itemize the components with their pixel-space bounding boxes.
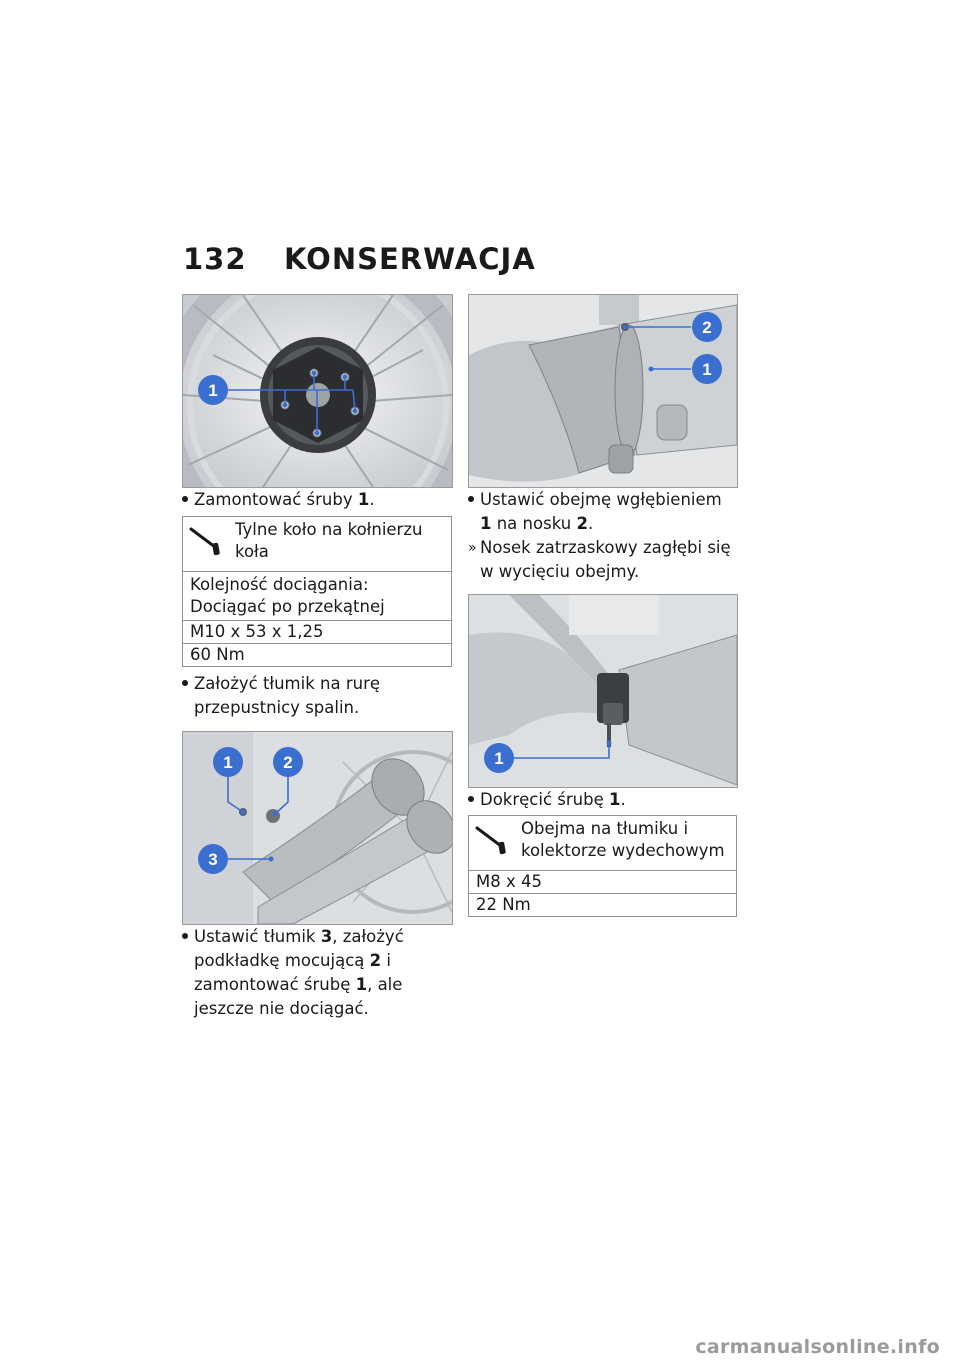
- right-result-1: [468, 536, 736, 584]
- step-text: Zamontować śruby: [194, 490, 358, 509]
- callout-1-label: 1: [208, 381, 218, 400]
- bullet-icon: [468, 488, 480, 512]
- clamp-bolt-photo: [468, 594, 738, 788]
- step-text: , ale jeszcze nie dociągać.: [194, 975, 403, 1018]
- step-ref: 2: [369, 951, 382, 970]
- step-text: Założyć tłumik na rurę przepustnicy spalin.: [194, 674, 381, 717]
- left-step-1: [182, 488, 452, 512]
- bullet-icon: [182, 925, 194, 949]
- step-text: i zamontować śrubę: [194, 951, 391, 994]
- bullet-icon: [468, 788, 480, 812]
- page-number: 132: [183, 242, 247, 276]
- step-text: , założyć podkładkę mocującą: [194, 927, 404, 970]
- torque-wrench-icon: [475, 824, 513, 858]
- callout-1-label: 1: [223, 753, 233, 772]
- page-title: KONSERWACJA: [284, 242, 536, 276]
- watermark: carmanualsonline.info: [695, 1336, 940, 1358]
- table-heading: [183, 517, 451, 571]
- callout-1-label: 1: [494, 749, 504, 768]
- table-row: 60 Nm: [183, 643, 451, 666]
- callout-3-label: 3: [208, 850, 218, 869]
- left-step-3: [182, 925, 447, 1021]
- table-row: M8 x 45: [469, 870, 736, 893]
- step-ref: 1: [480, 514, 492, 533]
- right-step-1: [468, 488, 736, 536]
- step-text: na nosku: [491, 514, 577, 533]
- result-text: Nosek zatrzaskowy zagłębi się w wycięciu obejmy.: [480, 538, 731, 581]
- step-end: .: [620, 790, 626, 809]
- muffler-mounting-photo: [182, 731, 453, 925]
- torque-table-clamp: [468, 815, 737, 917]
- table-heading-text: Tylne koło na kołnierzu koła: [235, 520, 423, 561]
- result-arrow-icon: »: [468, 540, 477, 556]
- step-end: .: [587, 514, 594, 533]
- table-row: 22 Nm: [469, 893, 736, 916]
- callout-1-label: 1: [702, 360, 712, 379]
- step-ref: 1: [608, 790, 621, 809]
- step-ref: 2: [576, 514, 588, 533]
- table-row: Kolejność dociągania: Dociągać po przekątnej: [183, 571, 451, 620]
- bullet-icon: [182, 672, 194, 696]
- table-heading: [469, 816, 736, 870]
- step-text: Ustawić obejmę wgłębieniem: [480, 490, 722, 509]
- table-row: M10 x 53 x 1,25: [183, 620, 451, 643]
- callout-2-label: 2: [702, 318, 712, 337]
- step-text: Dokręcić śrubę: [480, 790, 609, 809]
- table-heading-text: Obejma na tłumiku i kolektorze wydechowym: [521, 819, 725, 860]
- step-text: Ustawić tłumik: [194, 927, 321, 946]
- left-step-2: [182, 672, 447, 720]
- step-ref: 3: [320, 927, 333, 946]
- bullet-icon: [182, 488, 194, 512]
- rear-wheel-hub-photo: [182, 294, 453, 488]
- step-ref: 1: [357, 490, 370, 509]
- right-step-2: [468, 788, 736, 812]
- callout-2-label: 2: [283, 753, 293, 772]
- torque-table-rear-wheel: [182, 516, 452, 667]
- step-end: .: [369, 490, 375, 509]
- step-ref: 1: [355, 975, 368, 994]
- clamp-alignment-photo: [468, 294, 738, 488]
- torque-wrench-icon: [189, 525, 227, 559]
